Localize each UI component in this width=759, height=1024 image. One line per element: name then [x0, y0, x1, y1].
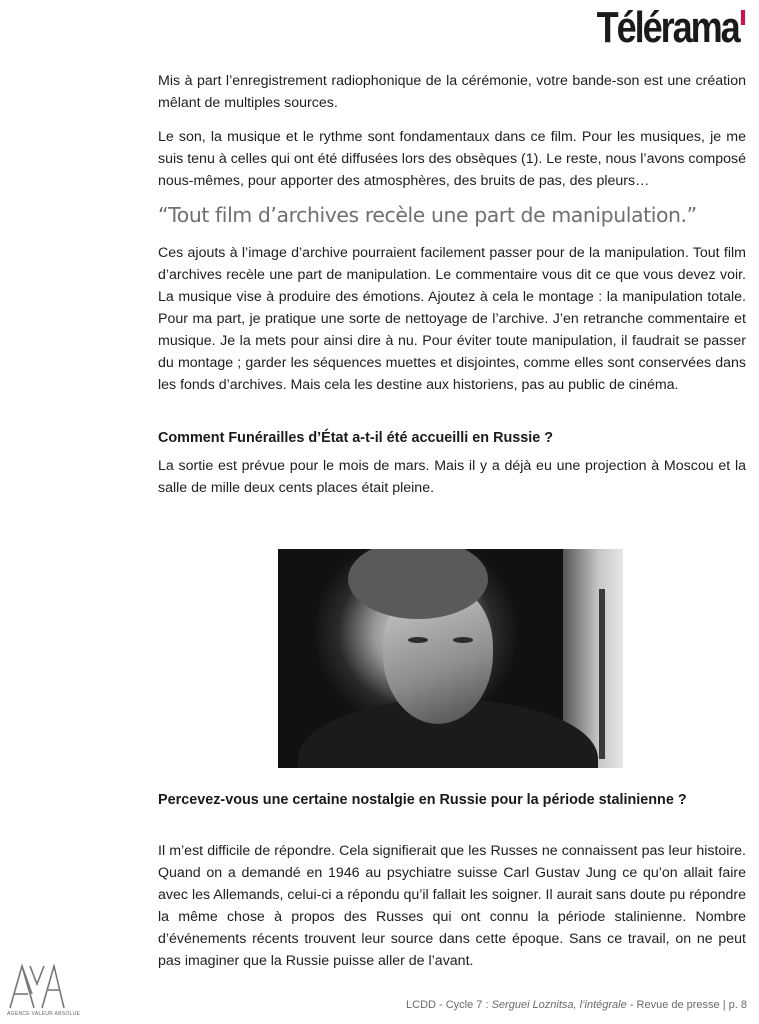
answer-1: La sortie est prévue pour le mois de mars. Mais il y a déjà eu une projection à Moscou et la salle de mille deux cents places était pleine. [158, 458, 746, 496]
article-body [158, 70, 746, 499]
question-1: Comment Funérailles d’État a-t-il été accueilli en Russie ? [158, 430, 554, 446]
pull-quote: “Tout film d’archives recèle une part de manipulation.” [158, 203, 697, 227]
paragraph-2: Le son, la musique et le rythme sont fondamentaux dans ce film. Pour les musiques, je me suis tenu à celles qui ont été diffusées lors des obsèques (1). Le reste, nous l’avons composé nous-mêmes, pour apporter des atmosphères, des bruits de pas, des pleurs… [158, 129, 746, 189]
page-footer: LCDD - Cycle 7 : Serguei Loznitsa, l’intégrale - Revue de presse | p. 8 [406, 999, 747, 1011]
telerama-logo: Télérama [596, 6, 745, 50]
portrait-photo [278, 549, 623, 768]
agency-logo-icon [8, 964, 66, 1010]
agency-name: AGENCE VALEUR ABSOLUE [7, 1011, 81, 1017]
logo-accent-bar [741, 10, 745, 25]
footer-title: Serguei Loznitsa, l’intégrale [491, 999, 627, 1011]
article-body-2 [158, 789, 746, 972]
answer-2: Il m’est difficile de répondre. Cela signifierait que les Russes ne connaissent pas leur histoire. Quand on a demandé en 1946 au psychiatre suisse Carl Gustav Jung ce qu’on allait faire avec les Allemands, celui-ci a répondu qu’il fallait les soigner. Il aurait sans doute pu répondre la même chose à propos des Russes qui ont connu la période stalinienne. Nombre d’événements récents trouvent leur source dans cette époque. Sans ce travail, on ne peut pas imaginer que la Russie puisse aller de l’avant. [158, 843, 746, 969]
question-2: Percevez-vous une certaine nostalgie en Russie pour la période stalinienne ? [158, 792, 687, 808]
paragraph-1: Mis à part l’enregistrement radiophonique de la cérémonie, votre bande-son est une création mêlant de multiples sources. [158, 73, 746, 111]
paragraph-3: Ces ajouts à l’image d’archive pourraient facilement passer pour de la manipulation. Tout film d’archives recèle une part de manipulation. Le commentaire vous dit ce que vous devez voir. La musique vise à produire des émotions. Ajoutez à cela le montage : la manipulation totale. Pour ma part, je pratique une sorte de nettoyage de l’archive. J’en retranche commentaire et musique. Je la mets pour ainsi dire à nu. Pour éviter toute manipulation, il faudrait se passer du montage ; garder les séquences muettes et disjointes, comme elles sont conservées dans les fonds d’archives. Mais cela les destine aux historiens, pas au public de cinéma. [158, 245, 746, 393]
